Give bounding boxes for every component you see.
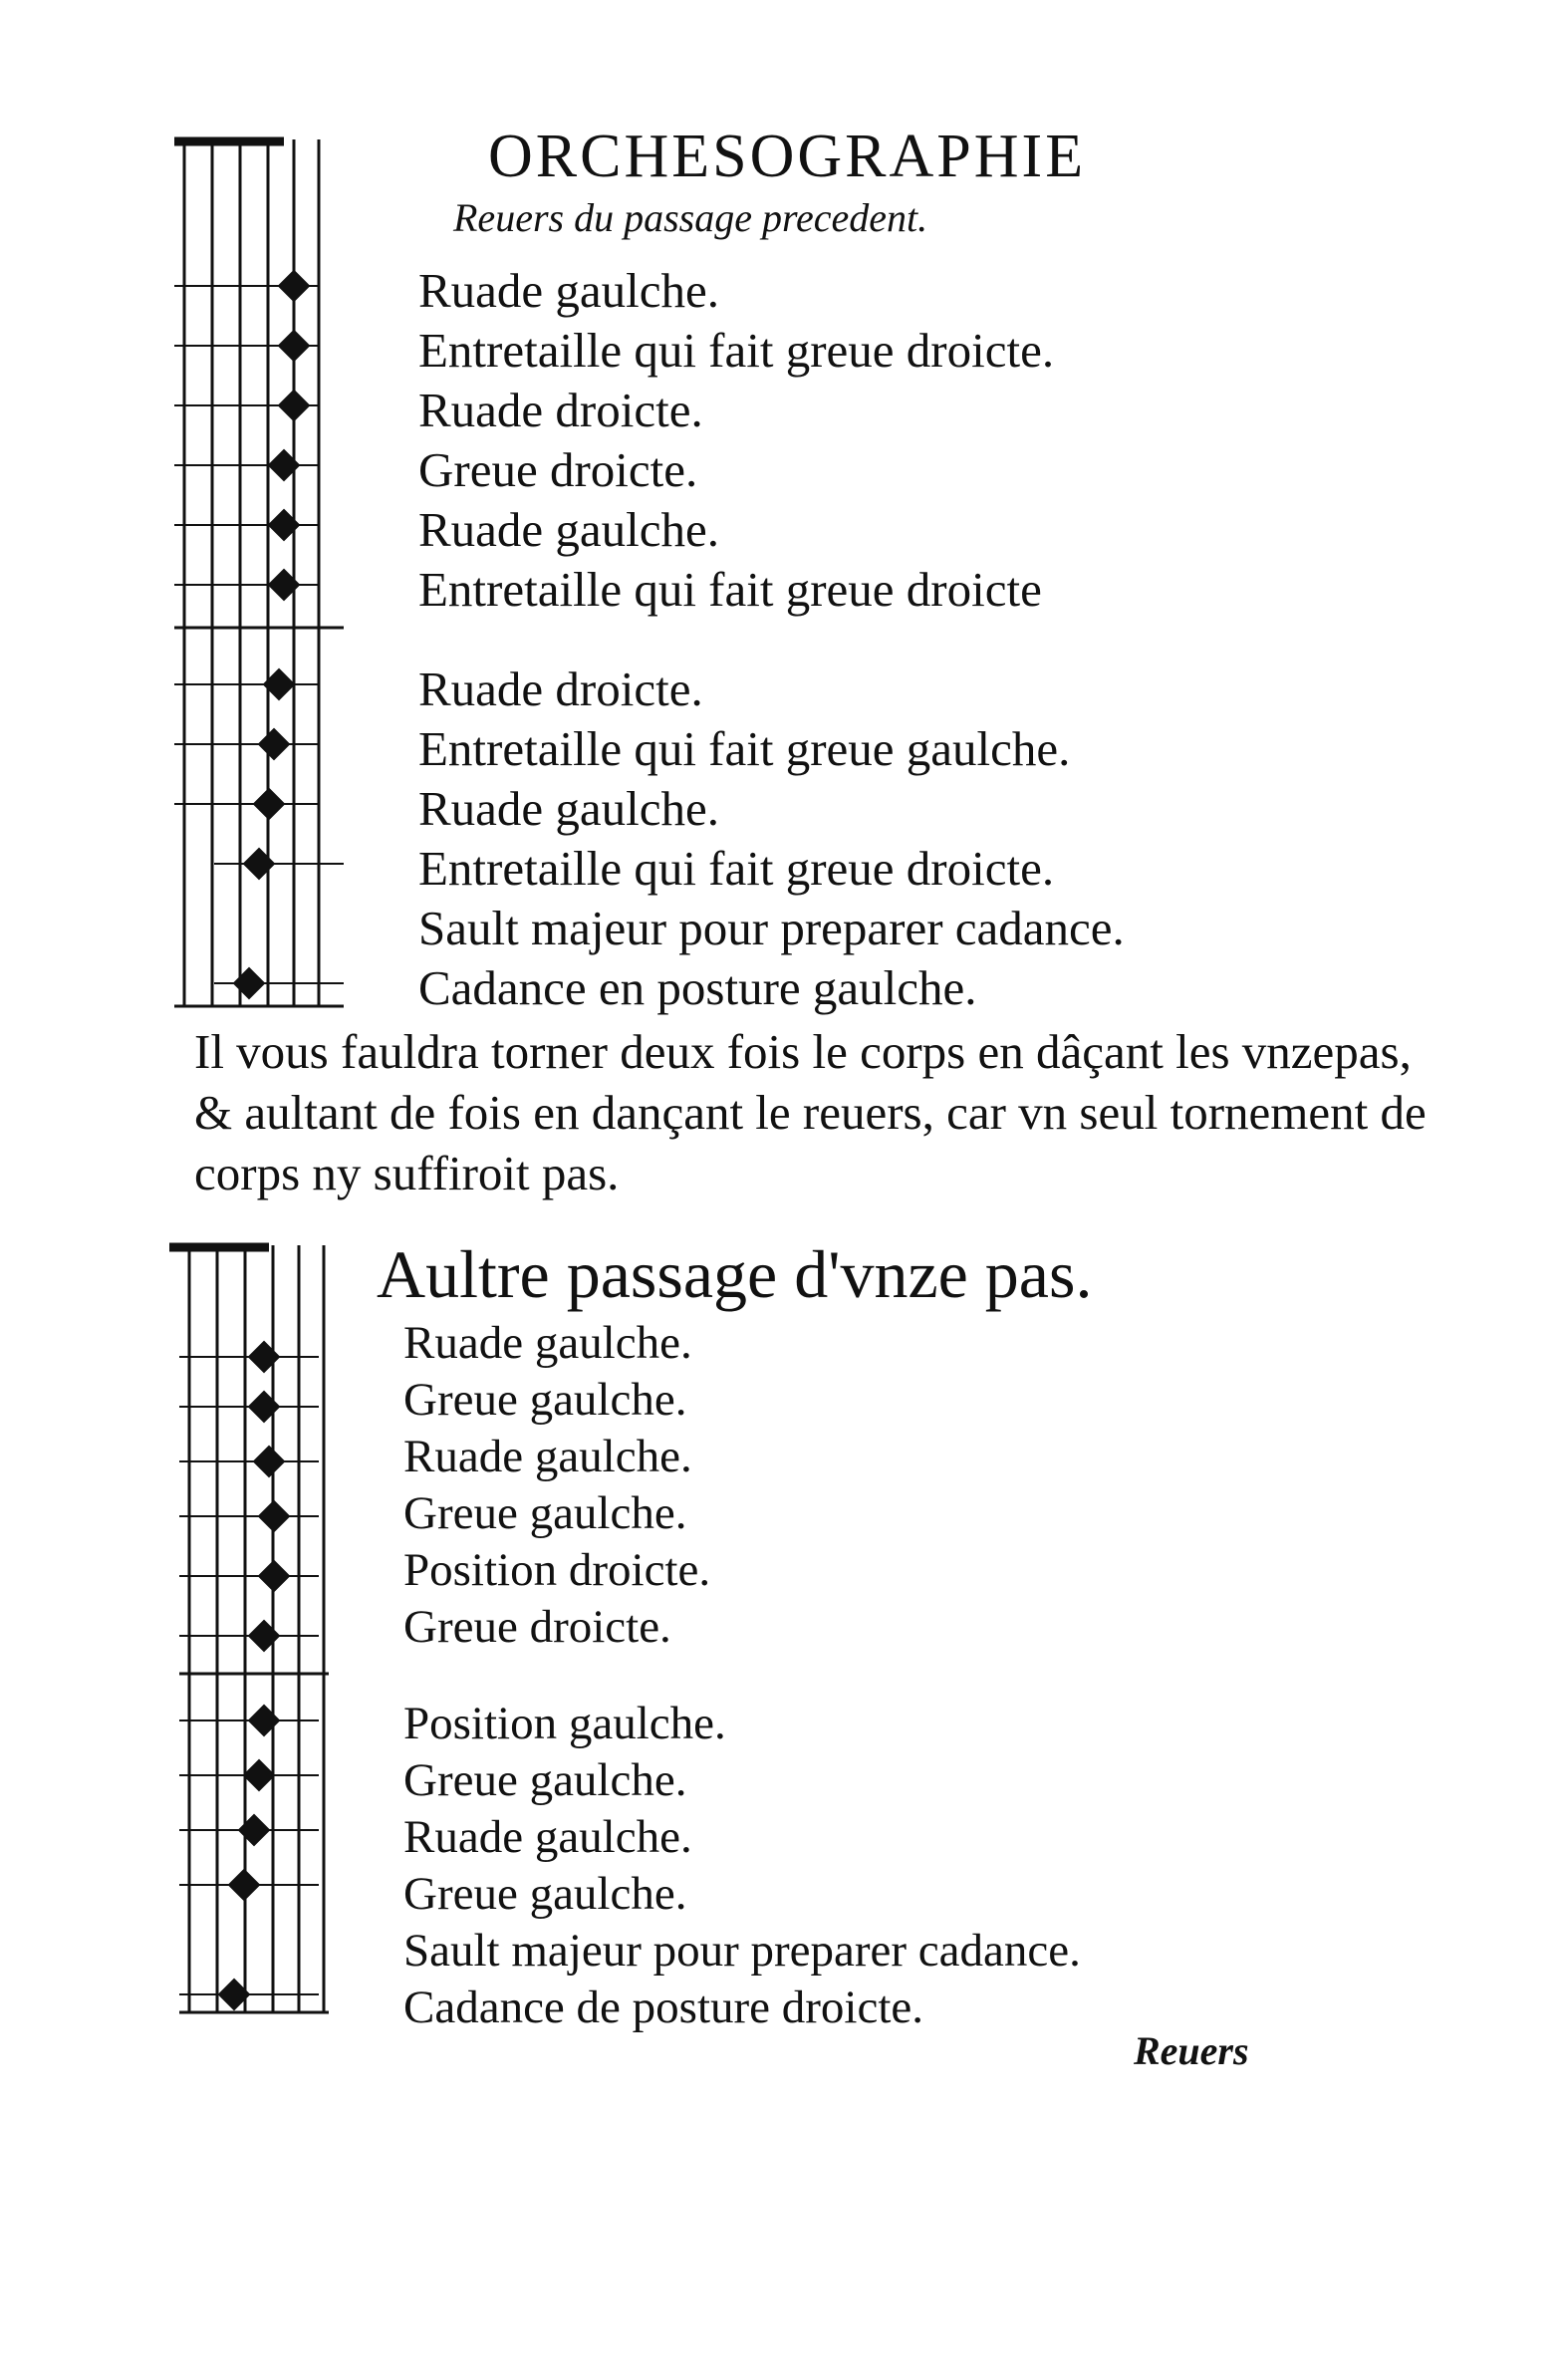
step-item: Position gaulche. <box>403 1698 726 1749</box>
running-head: ORCHESOGRAPHIE <box>488 123 1087 190</box>
step-list-1 <box>418 261 1125 1018</box>
dance-tablature-staff-2 <box>169 1235 369 2022</box>
step-item: Position droicte. <box>403 1544 711 1596</box>
step-item: Greue gaulche. <box>403 1868 687 1920</box>
catchword: Reuers <box>1134 2028 1249 2073</box>
step-item: Greue gaulche. <box>403 1487 687 1539</box>
step-item: Ruade gaulche. <box>418 781 720 836</box>
step-item: Entretaille qui fait greue droicte. <box>418 323 1055 378</box>
step-item: Entretaille qui fait greue droicte <box>418 562 1042 617</box>
step-item: Entretaille qui fait greue droicte. <box>418 841 1055 896</box>
body-paragraph: Il vous fauldra torner deux fois le corps en dâçant les vnzepas, & aultant de fois en dançant le reuers, car vn seul tornement de corps ny suffiroit pas. <box>194 1024 1427 1200</box>
step-item: Cadance en posture gaulche. <box>418 960 977 1015</box>
step-item: Ruade gaulche. <box>418 263 720 318</box>
step-item: Greue gaulche. <box>403 1374 687 1426</box>
step-item: Entretaille qui fait greue gaulche. <box>418 721 1071 776</box>
passage-title: Aultre passage d'vnze pas. <box>377 1236 1093 1312</box>
step-item: Greue gaulche. <box>403 1754 687 1806</box>
step-item: Cadance de posture droicte. <box>403 1982 924 2033</box>
measure-gap <box>403 1656 1081 1696</box>
step-item: Ruade gaulche. <box>403 1317 692 1369</box>
measure-gap <box>418 620 1125 660</box>
step-item: Greue droicte. <box>418 442 698 497</box>
step-item: Sault majeur pour preparer cadance. <box>418 901 1125 955</box>
step-item: Ruade droicte. <box>418 383 703 437</box>
step-item: Greue droicte. <box>403 1601 671 1653</box>
step-item: Ruade gaulche. <box>403 1811 692 1863</box>
section-subtitle: Reuers du passage precedent. <box>453 195 928 240</box>
step-list-2 <box>403 1315 1081 2036</box>
step-item: Ruade gaulche. <box>418 502 720 557</box>
step-item: Ruade droicte. <box>418 661 703 716</box>
dance-tablature-staff-1 <box>174 130 374 1016</box>
step-item: Ruade gaulche. <box>403 1431 692 1482</box>
step-item: Sault majeur pour preparer cadance. <box>403 1925 1081 1977</box>
